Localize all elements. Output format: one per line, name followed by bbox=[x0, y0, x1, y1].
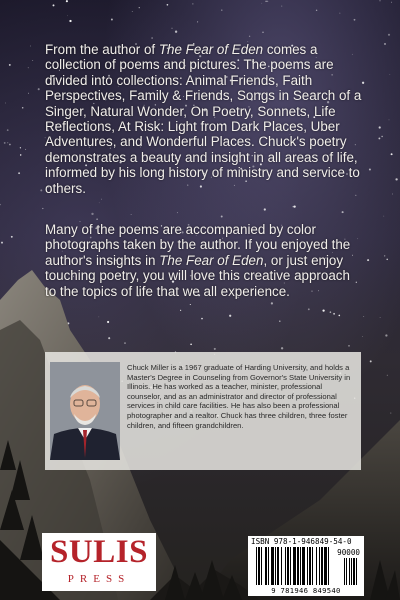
barcode-addon-bar bbox=[356, 558, 357, 585]
isbn-barcode bbox=[248, 536, 364, 596]
barcode-addon-bar bbox=[344, 558, 345, 585]
book-title-reference: The Fear of Eden bbox=[158, 42, 264, 57]
barcode-bar bbox=[319, 547, 320, 585]
barcode-bar bbox=[290, 547, 291, 585]
barcode-bar bbox=[265, 547, 267, 585]
author-photo bbox=[50, 362, 120, 460]
barcode-bar bbox=[300, 547, 301, 585]
logo-wordmark-bottom: PRESS bbox=[67, 573, 131, 585]
author-bio-panel bbox=[45, 352, 361, 470]
book-title-reference: The Fear of Eden bbox=[159, 252, 264, 268]
barcode-bar bbox=[261, 547, 262, 585]
blurb-paragraph-1 bbox=[45, 42, 363, 196]
barcode-bar bbox=[312, 547, 313, 585]
price-code: 90000 bbox=[337, 548, 360, 557]
blurb-text: comes a collection of poems and pictures. The poems are divided into collections: Animal Friends, Faith Perspectives, Family & Friends, Songs in Search of a Singer, Natural Wonder, On Poetry, Sonnets, Life Reflections, At Risk: Light from Dark Places, Uber Adventures, and Wonderful Places. Chuck's poetry demonstrates a beauty and insight in all areas of life, informed by his long history of ministry and service to others. bbox=[45, 42, 362, 196]
blurb-text: Many of the poems are accompanied by color photographs taken by the author. If you enjoyed the author's insights in bbox=[45, 222, 351, 268]
barcode-bar bbox=[316, 547, 317, 585]
sulis-press-logo bbox=[42, 533, 156, 591]
barcode-bar bbox=[302, 547, 305, 585]
blurb-text: From the author of bbox=[45, 42, 159, 57]
barcode-addon-bar bbox=[349, 558, 350, 585]
barcode-bar bbox=[328, 547, 329, 585]
barcode-bar bbox=[297, 547, 299, 585]
blurb-paragraph-2 bbox=[45, 222, 363, 299]
barcode-bar bbox=[321, 547, 323, 585]
barcode-addon-bar bbox=[353, 558, 355, 585]
barcode-bar bbox=[293, 547, 296, 585]
blurb-text: , or just enjoy touching poetry, you will love this creative approach to the topics of life that we all experience. bbox=[45, 252, 350, 299]
barcode-bar bbox=[258, 547, 260, 585]
barcode-addon-bar bbox=[346, 558, 347, 585]
barcode-addon-bar bbox=[351, 558, 352, 585]
barcode-digits: 9 781946 849540 bbox=[271, 586, 341, 595]
barcode-bar bbox=[309, 547, 311, 585]
author-bio-text: Chuck Miller is a 1967 graduate of Harding University, and holds a Master's Degree in Counseling from Governor's State University in Illinois. He has worked as a teacher, minister, professional counselor, and as an administrator and director of professional services in child care facilities. He has also been a professional photographer and a realtor. Chuck has three children, three foster children, and fifteen grandchildren. bbox=[127, 363, 351, 430]
barcode-bar bbox=[277, 547, 279, 585]
isbn-label: ISBN 978-1-946849-54-0 bbox=[251, 537, 352, 546]
barcode-bar bbox=[324, 547, 327, 585]
barcode-bar bbox=[285, 547, 286, 585]
logo-wordmark-top: SULIS bbox=[50, 534, 148, 570]
barcode-bar bbox=[256, 547, 257, 585]
author-portrait-illustration bbox=[50, 362, 120, 460]
barcode-bar bbox=[287, 547, 289, 585]
barcode-bar bbox=[268, 547, 269, 585]
barcode-bar bbox=[275, 547, 276, 585]
barcode-bar bbox=[281, 547, 282, 585]
barcode-bar bbox=[271, 547, 274, 585]
barcode-bar bbox=[307, 547, 308, 585]
